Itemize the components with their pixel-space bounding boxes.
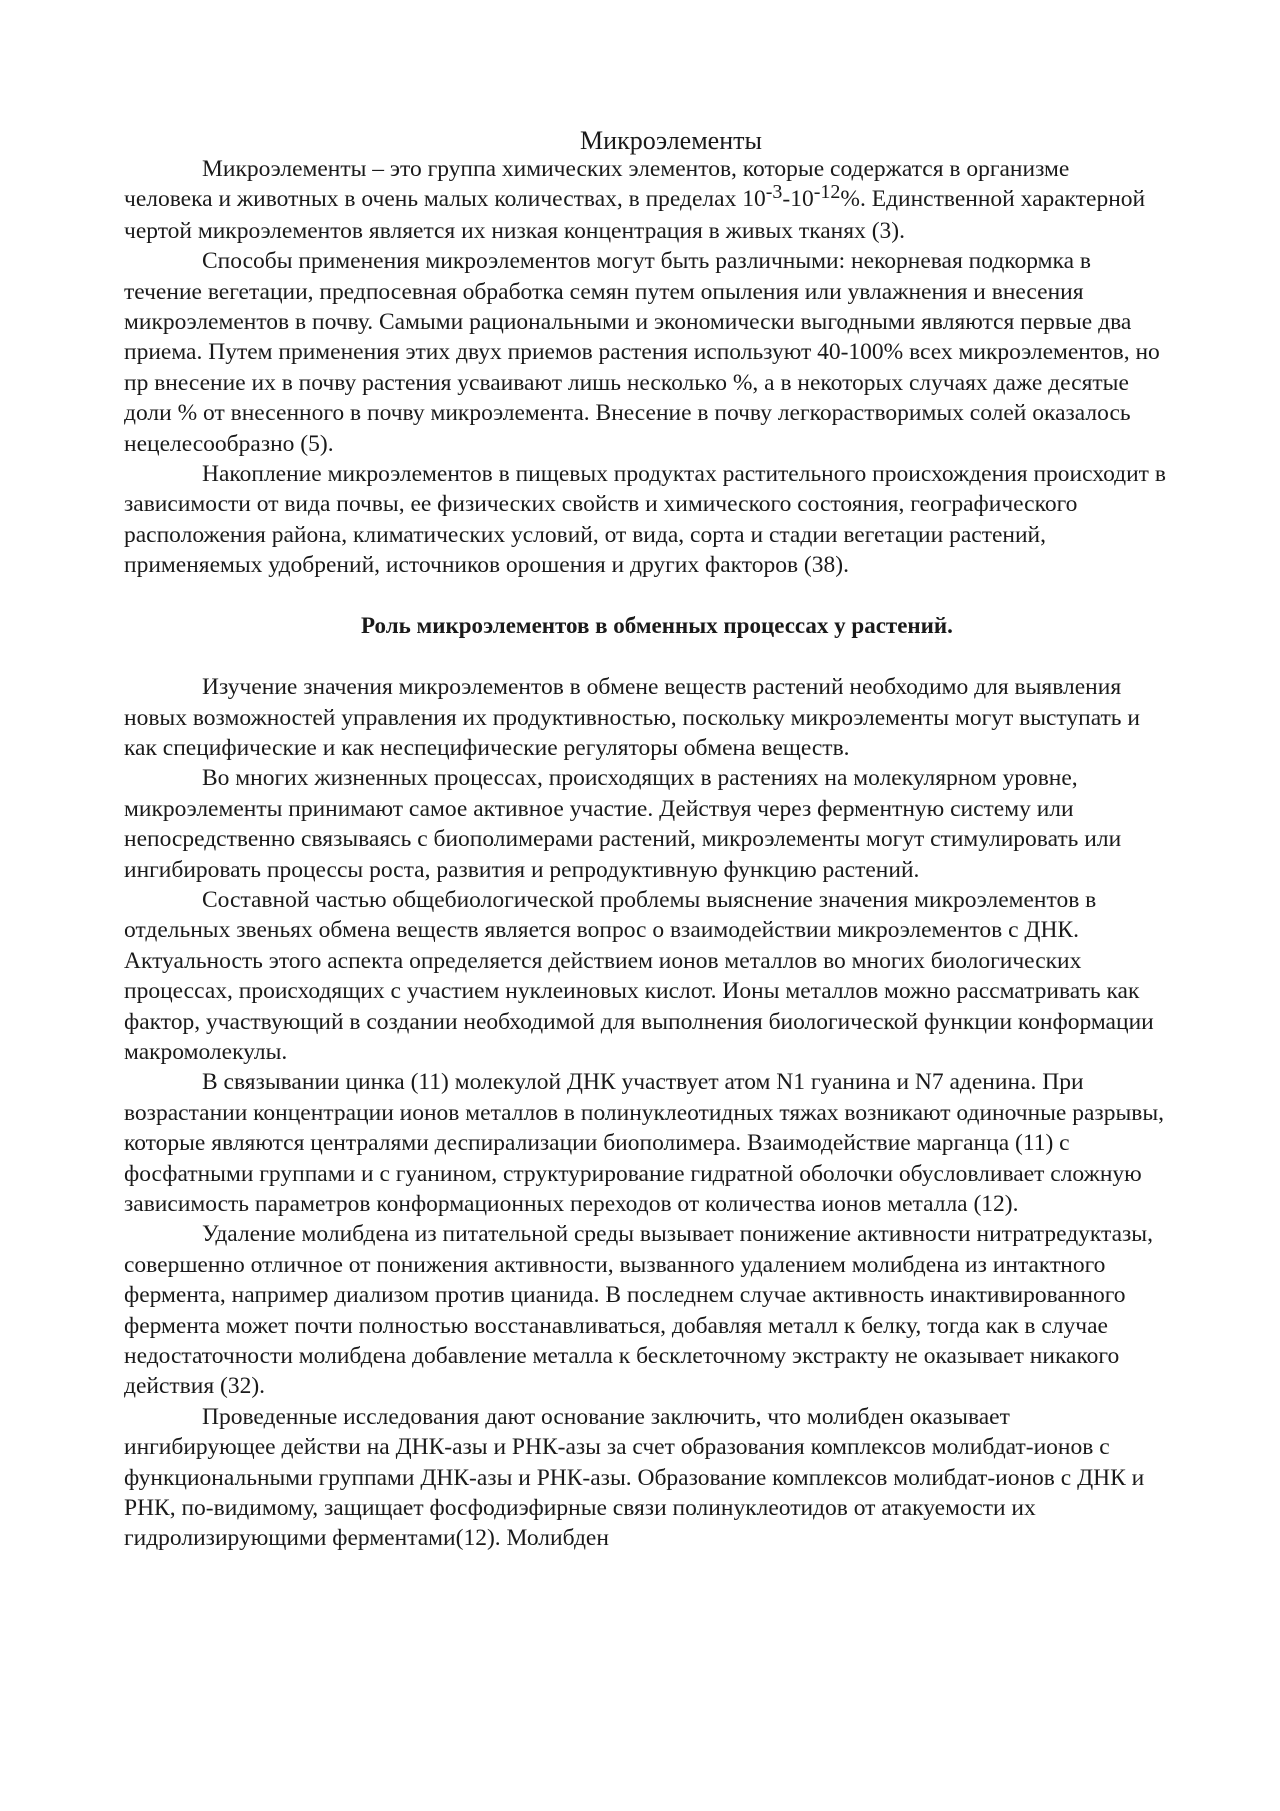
intro-line-1: Микроэлементы – это группа химических элементов, которые содержатся в организме: [202, 156, 1070, 182]
formula-exponent-1: -3: [765, 181, 783, 204]
paragraph-dna-interaction: Составной частью общебиологической проблемы выяснение значения микроэлементов в отдельных звеньях обмена веществ является вопрос о взаимодействии микроэлементов с ДНК. Актуальность этого аспекта определяется действием ионов металлов во многих биологических процессах, происходящих с участием нуклеиновых кислот. Ионы металлов можно рассматривать как фактор, участвующий в создании необходимой для выполнения биологической функции конформации макромолекулы.: [124, 886, 1154, 1065]
formula-exponent-2: -12: [813, 181, 841, 204]
paragraph-application-methods: Способы применения микроэлементов могут быть различными: некорневая подкормка в течение вегетации, предпосевная обработка семян путем опыления или увлажнения и внесения микроэлементов в почву. Самыми рациональными и экономически выгодными являются первые два приема. Путем применения этих двух приемов растения используют 40-100% всех микроэлементов, но пр внесение их в почву растения усваивают лишь несколько %, а в некоторых случаях даже десятые доли % от внесенного в почву микроэлемента. Внесение в почву легкорастворимых солей оказалось нецелесообразно (5).: [124, 248, 1160, 457]
formula-mid: -10: [782, 186, 814, 213]
document-title: Микроэлементы: [580, 126, 762, 155]
intro-before-formula: человека и животных в очень малых количествах, в пределах 10: [124, 186, 766, 213]
paragraph-molybdenum-removal: Удаление молибдена из питательной среды вызывает понижение активности нитратредуктазы, совершенно отличное от понижения активности, вызванного удалением молибдена из интактного фермента, например диализом против цианида. В последнем случае активность инактивированного фермента может почти полностью восстанавливаться, добавляя металл к белку, тогда как в случае недостаточности молибдена добавление металла к бесклеточному экстракту не оказывает никакого действия (32).: [124, 1221, 1153, 1400]
document-page: [124, 124, 1166, 1554]
paragraph-study-importance: Изучение значения микроэлементов в обмене веществ растений необходимо для выявления новых возможностей управления их продуктивностью, поскольку микроэлементы могут выступать и как специфические и как неспецифические регуляторы обмена веществ.: [124, 674, 1140, 761]
paragraph-zinc-binding: В связывании цинка (11) молекулой ДНК участвует атом N1 гуанина и N7 аденина. При возрастании концентрации ионов металлов в полинуклеотидных тяжах возникают одиночные разрывы, которые являются централями деспирализации биополимера. Взаимодействие марганца (11) с фосфатными группами и с гуанином, структурирование гидратной оболочки обусловливает сложную зависимость параметров конформационных переходов от количества ионов металла (12).: [124, 1069, 1165, 1217]
intro-after-formula: %. Единственной характерной чертой микроэлементов является их низкая концентрация в живых тканях (3).: [124, 186, 1146, 244]
paragraph-life-processes: Во многих жизненных процессах, происходящих в растениях на молекулярном уровне, микроэлементы принимают самое активное участие. Действуя через ферментную систему или непосредственно связываясь с биополимерами растений, микроэлементы могут стимулировать или ингибировать процессы роста, развития и репродуктивную функцию растений.: [124, 765, 1122, 883]
section-heading: Роль микроэлементов в обменных процессах у растений.: [361, 612, 953, 638]
paragraph-molybdenum-inhibition: Проведенные исследования дают основание заключить, что молибден оказывает ингибирующее действи на ДНК-азы и РНК-азы за счет образования комплексов молибдат-ионов с функциональными группами ДНК-азы и РНК-азы. Образование комплексов молибдат-ионов с ДНК и РНК, по-видимому, защищает фосфодиэфирные связи полинуклеотидов от атакуемости их гидролизирующими ферментами(12). Молибден: [124, 1403, 1145, 1552]
intro-paragraph: [124, 154, 1166, 246]
paragraph-accumulation: Накопление микроэлементов в пищевых продуктах растительного происхождения происходит в зависимости от вида почвы, ее физических свойств и химического состояния, географического расположения района, климатических условий, от вида, сорта и стадии вегетации растений, применяемых удобрений, источников орошения и других факторов (38).: [124, 461, 1166, 579]
